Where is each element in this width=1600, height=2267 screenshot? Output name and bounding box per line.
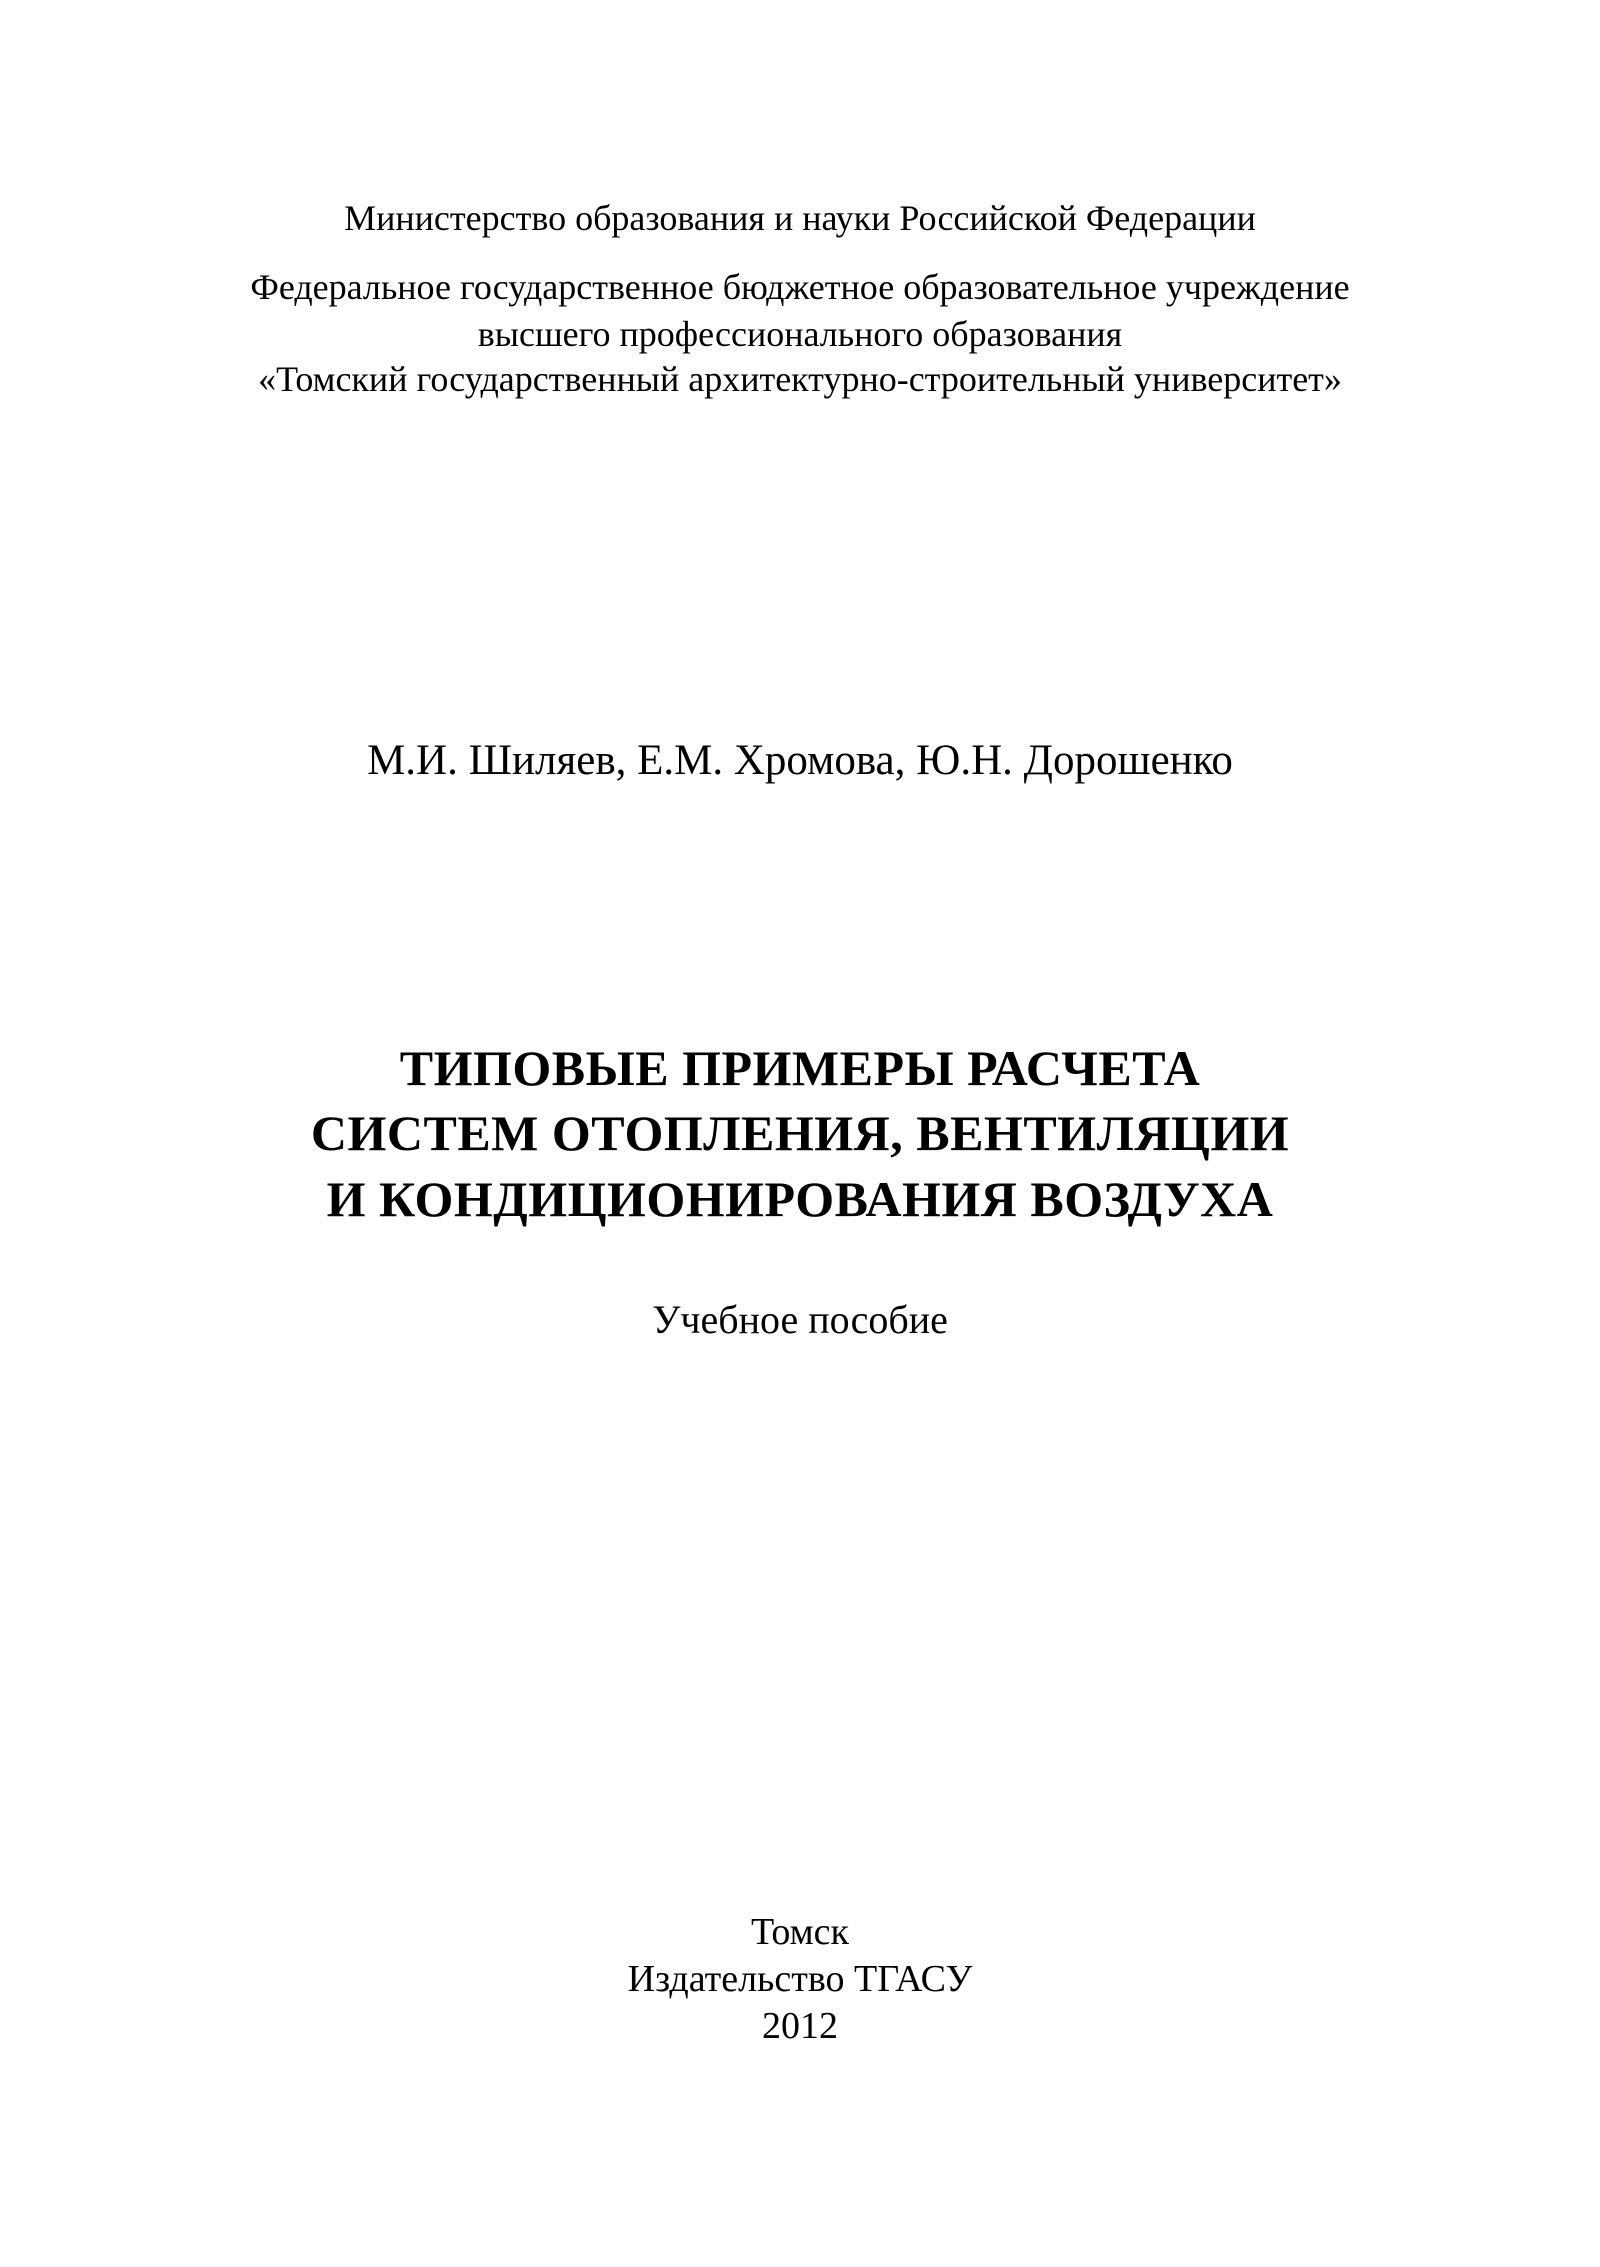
title-line-2: СИСТЕМ ОТОПЛЕНИЯ, ВЕНТИЛЯЦИИ: [310, 1105, 1290, 1161]
title-line-1: ТИПОВЫЕ ПРИМЕРЫ РАСЧЕТА: [399, 1040, 1201, 1096]
institution-line-1: Федеральное государственное бюджетное образовательное учреждение: [250, 267, 1350, 307]
authors: М.И. Шиляев, Е.М. Хромова, Ю.Н. Дорошенко: [367, 737, 1233, 784]
institution-line-3: «Томский государственный архитектурно-строительный университет»: [258, 359, 1342, 399]
document-type: Учебное пособие: [652, 1297, 948, 1342]
institution-line-2: высшего профессионального образования: [477, 314, 1123, 354]
imprint-year: 2012: [762, 2005, 838, 2047]
title-line-3: И КОНДИЦИОНИРОВАНИЯ ВОЗДУХА: [326, 1171, 1274, 1227]
imprint-publisher: Издательство ТГАСУ: [627, 1958, 973, 2000]
imprint-city: Томск: [750, 1911, 849, 1953]
ministry-line: Министерство образования и науки Российской Федерации: [344, 198, 1256, 238]
